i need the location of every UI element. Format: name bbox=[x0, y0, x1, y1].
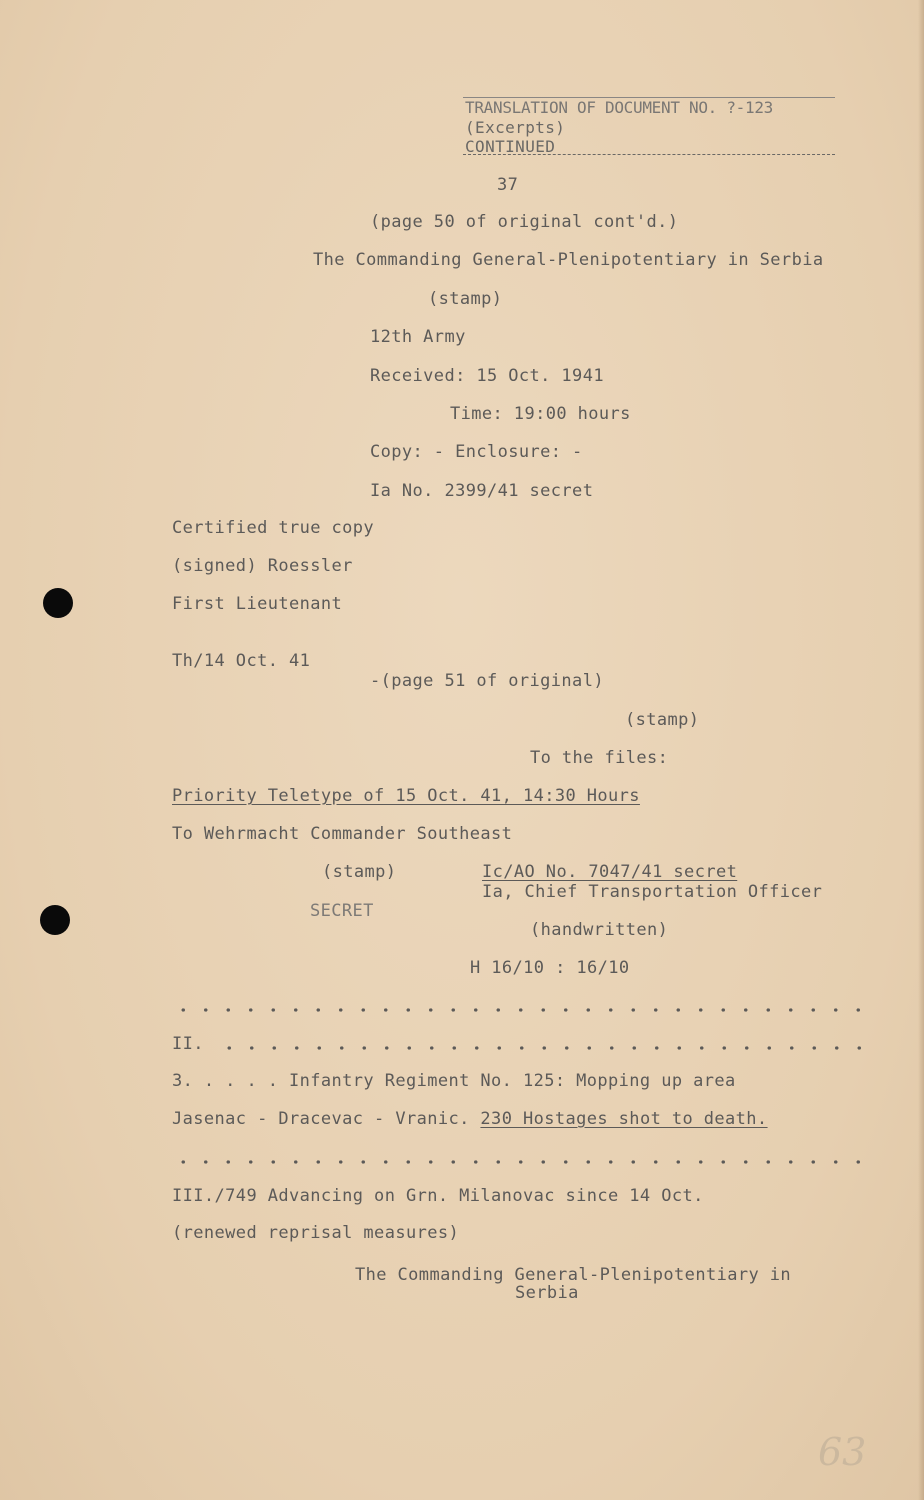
line-secret-stamp: SECRET bbox=[310, 901, 374, 921]
page-number: 37 bbox=[497, 175, 519, 195]
line-infantry-regiment: 3. . . . . Infantry Regiment No. 125: Mopping up area bbox=[172, 1071, 736, 1091]
line-iii-749: III./749 Advancing on Grn. Milanovac since 14 Oct. bbox=[172, 1186, 704, 1206]
line-signed: (signed) Roessler bbox=[172, 556, 353, 576]
line-handwritten: (handwritten) bbox=[530, 920, 669, 940]
line-page51: -(page 51 of original) bbox=[370, 671, 604, 691]
line-priority-teletype: Priority Teletype of 15 Oct. 41, 14:30 Hours bbox=[172, 786, 640, 806]
header-excerpts: (Excerpts) bbox=[465, 118, 566, 137]
line-h-date: H 16/10 : 16/10 bbox=[470, 958, 630, 978]
line-12th-army: 12th Army bbox=[370, 327, 466, 347]
line-ia-number: Ia No. 2399/41 secret bbox=[370, 481, 594, 501]
section-ii-label: II. bbox=[172, 1034, 204, 1054]
header-rule-top bbox=[463, 97, 835, 98]
line-received: Received: 15 Oct. 1941 bbox=[370, 366, 604, 386]
line-certified: Certified true copy bbox=[172, 518, 375, 538]
line-stamp-3: (stamp) bbox=[322, 862, 397, 882]
punch-hole-lower bbox=[40, 905, 70, 935]
line-time: Time: 19:00 hours bbox=[450, 404, 631, 424]
ellipsis-row-2 bbox=[218, 1046, 878, 1050]
pencil-page-mark: 63 bbox=[818, 1430, 867, 1474]
header-continued: CONTINUED bbox=[465, 137, 556, 156]
line-first-lieutenant: First Lieutenant bbox=[172, 594, 343, 614]
ellipsis-row-1 bbox=[172, 1008, 878, 1012]
line-commanding-general: The Commanding General-Plenipotentiary in Serbia bbox=[313, 250, 824, 270]
line-th-date: Th/14 Oct. 41 bbox=[172, 651, 311, 671]
ellipsis-row-3 bbox=[172, 1160, 878, 1164]
line-signature-2: Serbia bbox=[515, 1283, 579, 1303]
line-stamp-2: (stamp) bbox=[625, 710, 700, 730]
line-to-files: To the files: bbox=[530, 748, 669, 768]
line-to-wehrmacht: To Wehrmacht Commander Southeast bbox=[172, 824, 513, 844]
line-page50-cont: (page 50 of original cont'd.) bbox=[370, 212, 679, 232]
punch-hole-upper bbox=[43, 588, 73, 618]
line-stamp-1: (stamp) bbox=[428, 289, 503, 309]
line-chief-transport: Ia, Chief Transportation Officer bbox=[482, 882, 823, 902]
line-jasenac-area: Jasenac - Dracevac - Vranic. bbox=[172, 1109, 481, 1129]
line-hostages: 230 Hostages shot to death. bbox=[480, 1109, 768, 1129]
page-edge-shadow bbox=[918, 0, 924, 1500]
line-copy-enclosure: Copy: - Enclosure: - bbox=[370, 442, 583, 462]
header-title: TRANSLATION OF DOCUMENT NO. ?-123 bbox=[465, 98, 773, 117]
line-reprisal: (renewed reprisal measures) bbox=[172, 1223, 460, 1243]
line-signature-1: The Commanding General-Plenipotentiary in bbox=[355, 1265, 792, 1285]
line-ic-ao-number: Ic/AO No. 7047/41 secret bbox=[482, 862, 738, 882]
line-jasenac bbox=[172, 1109, 768, 1129]
header-rule-bottom bbox=[463, 154, 835, 155]
